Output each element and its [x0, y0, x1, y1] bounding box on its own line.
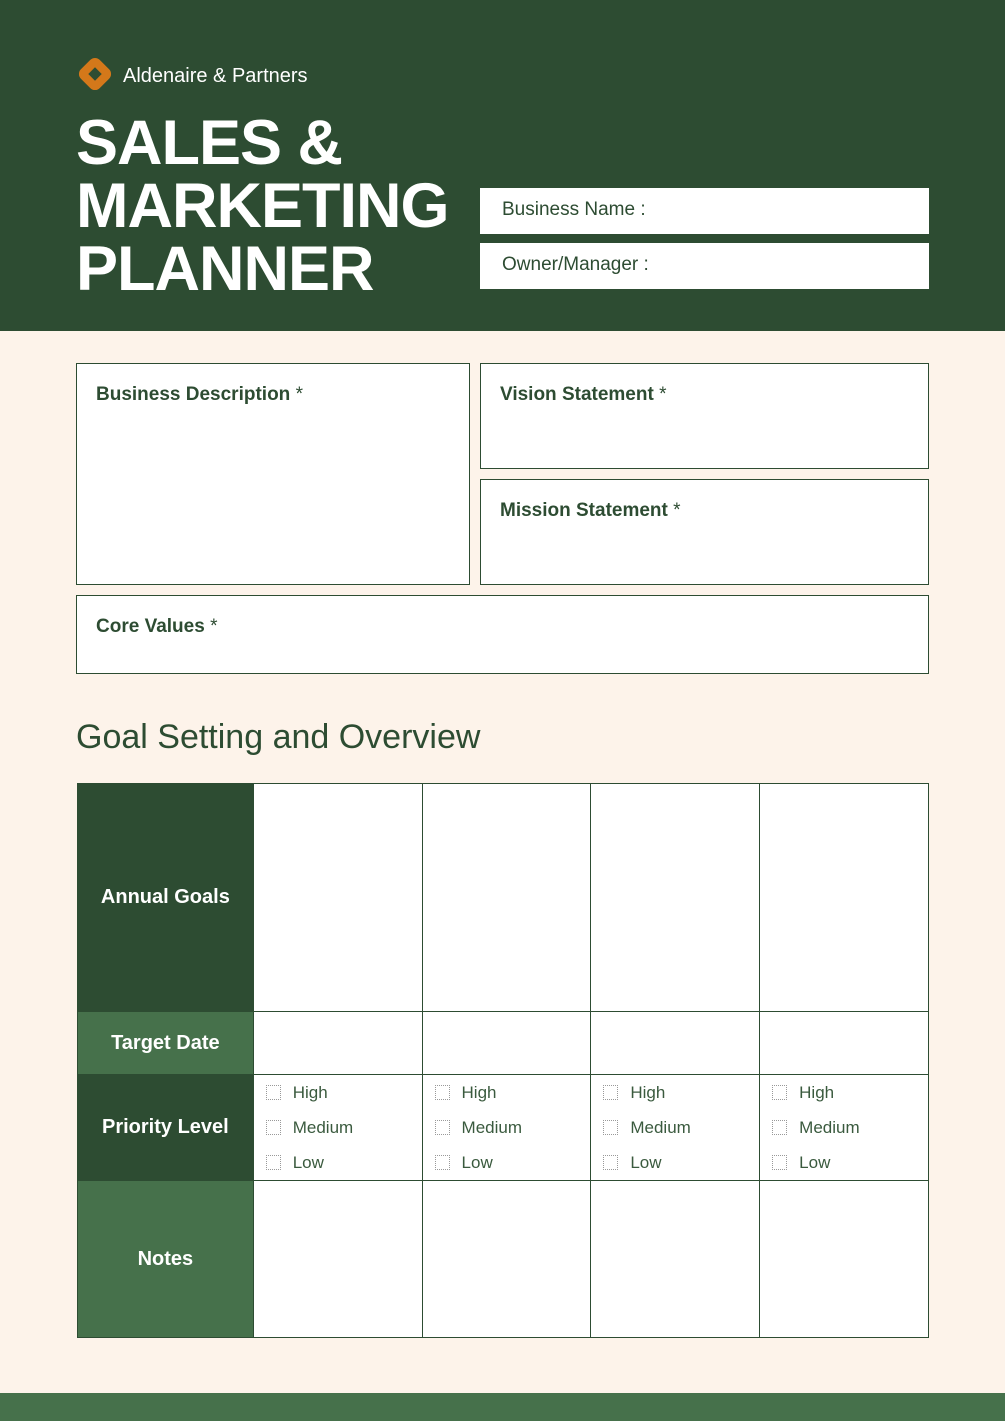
notes-cell[interactable]	[253, 1181, 422, 1338]
row-label: Target Date	[78, 1012, 254, 1075]
title-line: MARKETING	[76, 171, 449, 241]
checkbox-icon[interactable]	[435, 1120, 450, 1135]
table-row	[78, 784, 929, 1012]
footer-bar	[0, 1393, 1005, 1421]
date-cell[interactable]	[422, 1012, 591, 1075]
goal-cell[interactable]	[591, 784, 760, 1012]
priority-option[interactable]	[760, 1075, 928, 1110]
row-label: Notes	[78, 1181, 254, 1338]
vision-statement-box[interactable]	[480, 363, 929, 469]
header	[0, 0, 1005, 331]
checkbox-icon[interactable]	[772, 1085, 787, 1100]
checkbox-icon[interactable]	[772, 1120, 787, 1135]
title-line: PLANNER	[76, 234, 374, 304]
priority-option[interactable]	[254, 1075, 422, 1110]
box-label: Core Values	[96, 616, 205, 637]
date-cell[interactable]	[253, 1012, 422, 1075]
priority-cell	[760, 1075, 929, 1181]
title-line: SALES &	[76, 108, 343, 178]
required-mark: *	[210, 616, 218, 637]
checkbox-icon[interactable]	[603, 1120, 618, 1135]
date-cell[interactable]	[760, 1012, 929, 1075]
mission-statement-box[interactable]	[480, 479, 929, 585]
table-row	[78, 1012, 929, 1075]
goal-table	[77, 783, 929, 1338]
option-label: Medium	[630, 1117, 691, 1137]
priority-option[interactable]	[423, 1075, 591, 1110]
checkbox-icon[interactable]	[772, 1155, 787, 1170]
option-label: Medium	[461, 1117, 522, 1137]
required-mark: *	[295, 384, 303, 405]
goal-cell[interactable]	[253, 784, 422, 1012]
required-mark: *	[673, 500, 681, 521]
priority-option[interactable]	[591, 1145, 759, 1180]
owner-manager-field[interactable]: Owner/Manager :	[480, 243, 929, 289]
notes-cell[interactable]	[760, 1181, 929, 1338]
checkbox-icon[interactable]	[603, 1155, 618, 1170]
checkbox-icon[interactable]	[266, 1085, 281, 1100]
goal-cell[interactable]	[760, 784, 929, 1012]
row-label: Priority Level	[78, 1075, 254, 1181]
priority-cell	[422, 1075, 591, 1181]
priority-cell	[253, 1075, 422, 1181]
business-name-field[interactable]: Business Name :	[480, 188, 929, 234]
checkbox-icon[interactable]	[266, 1155, 281, 1170]
checkbox-icon[interactable]	[435, 1085, 450, 1100]
priority-option[interactable]	[591, 1110, 759, 1145]
notes-cell[interactable]	[591, 1181, 760, 1338]
option-label: High	[799, 1082, 835, 1102]
row-label: Annual Goals	[78, 784, 254, 1012]
option-label: Low	[292, 1152, 324, 1172]
priority-option[interactable]	[423, 1110, 591, 1145]
option-label: Low	[461, 1152, 493, 1172]
option-label: Medium	[799, 1117, 860, 1137]
priority-option[interactable]	[254, 1145, 422, 1180]
option-label: Medium	[292, 1117, 354, 1137]
box-label: Business Description	[96, 384, 291, 405]
option-label: High	[292, 1082, 328, 1102]
option-label: Low	[630, 1152, 662, 1172]
checkbox-icon[interactable]	[266, 1120, 281, 1135]
section-title: Goal Setting and Overview	[76, 718, 481, 756]
table-row	[78, 1181, 929, 1338]
date-cell[interactable]	[591, 1012, 760, 1075]
priority-cell	[591, 1075, 760, 1181]
brand-logo-icon	[76, 55, 114, 93]
brand-name: Aldenaire & Partners	[123, 65, 308, 87]
goal-cell[interactable]	[422, 784, 591, 1012]
option-label: High	[461, 1082, 497, 1102]
priority-option[interactable]	[423, 1145, 591, 1180]
box-label: Mission Statement	[500, 500, 668, 521]
page-title	[76, 108, 449, 304]
checkbox-icon[interactable]	[435, 1155, 450, 1170]
option-label: Low	[799, 1152, 831, 1172]
table-row	[78, 1075, 929, 1181]
business-description-box[interactable]	[76, 363, 470, 585]
box-label: Vision Statement	[500, 384, 654, 405]
priority-option[interactable]	[760, 1145, 928, 1180]
priority-option[interactable]	[591, 1075, 759, 1110]
notes-cell[interactable]	[422, 1181, 591, 1338]
priority-option[interactable]	[254, 1110, 422, 1145]
checkbox-icon[interactable]	[603, 1085, 618, 1100]
core-values-box[interactable]	[76, 595, 929, 674]
priority-option[interactable]	[760, 1110, 928, 1145]
option-label: High	[630, 1082, 666, 1102]
required-mark: *	[659, 384, 667, 405]
